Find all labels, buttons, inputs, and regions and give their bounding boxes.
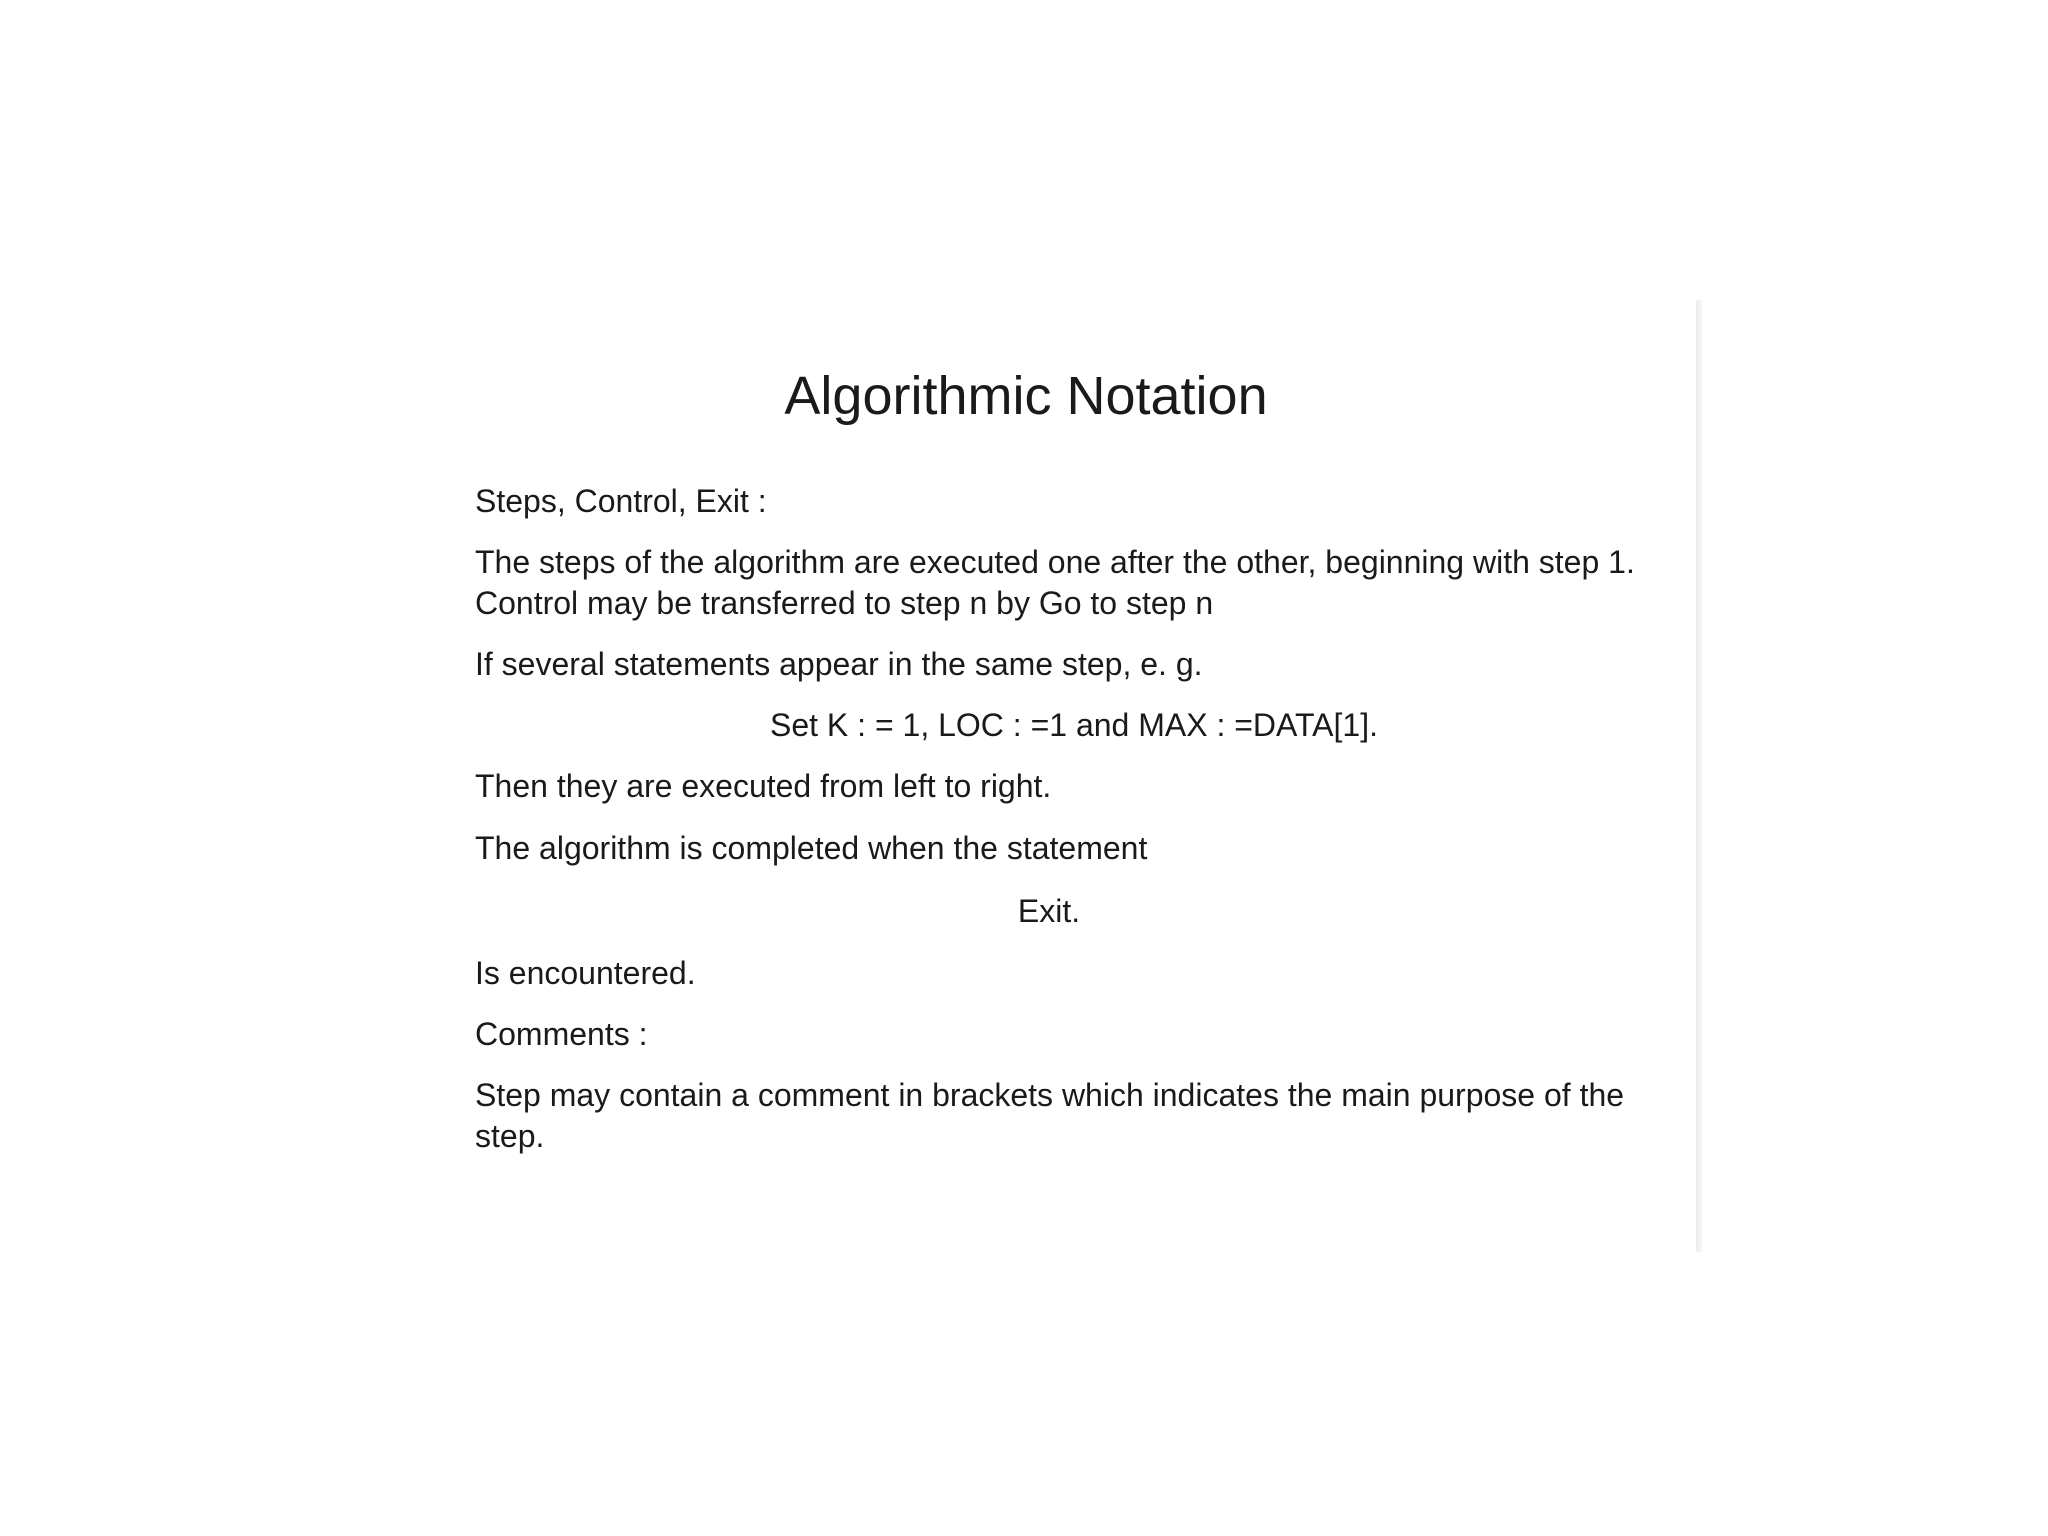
- execution-order-paragraph: Then they are executed from left to right.: [475, 768, 1052, 804]
- exit-statement: Exit.: [1017, 893, 1081, 929]
- encountered-paragraph: Is encountered.: [475, 955, 696, 991]
- page-edge-divider: [1696, 300, 1702, 1252]
- several-statements-paragraph: If several statements appear in the same step, e. g.: [475, 646, 1203, 682]
- section-heading-steps: Steps, Control, Exit :: [475, 483, 767, 519]
- completion-paragraph: The algorithm is completed when the statement: [475, 830, 1148, 866]
- steps-paragraph: The steps of the algorithm are executed one after the other, beginning with step 1. Control may be transferred to step n by Go to step n: [475, 544, 1635, 621]
- example-statement: Set K : = 1, LOC : =1 and MAX : =DATA[1].: [770, 707, 1378, 743]
- comments-paragraph: Step may contain a comment in brackets which indicates the main purpose of the step.: [475, 1077, 1625, 1154]
- section-heading-comments: Comments :: [475, 1016, 648, 1052]
- slide-title: Algorithmic Notation: [784, 366, 1268, 426]
